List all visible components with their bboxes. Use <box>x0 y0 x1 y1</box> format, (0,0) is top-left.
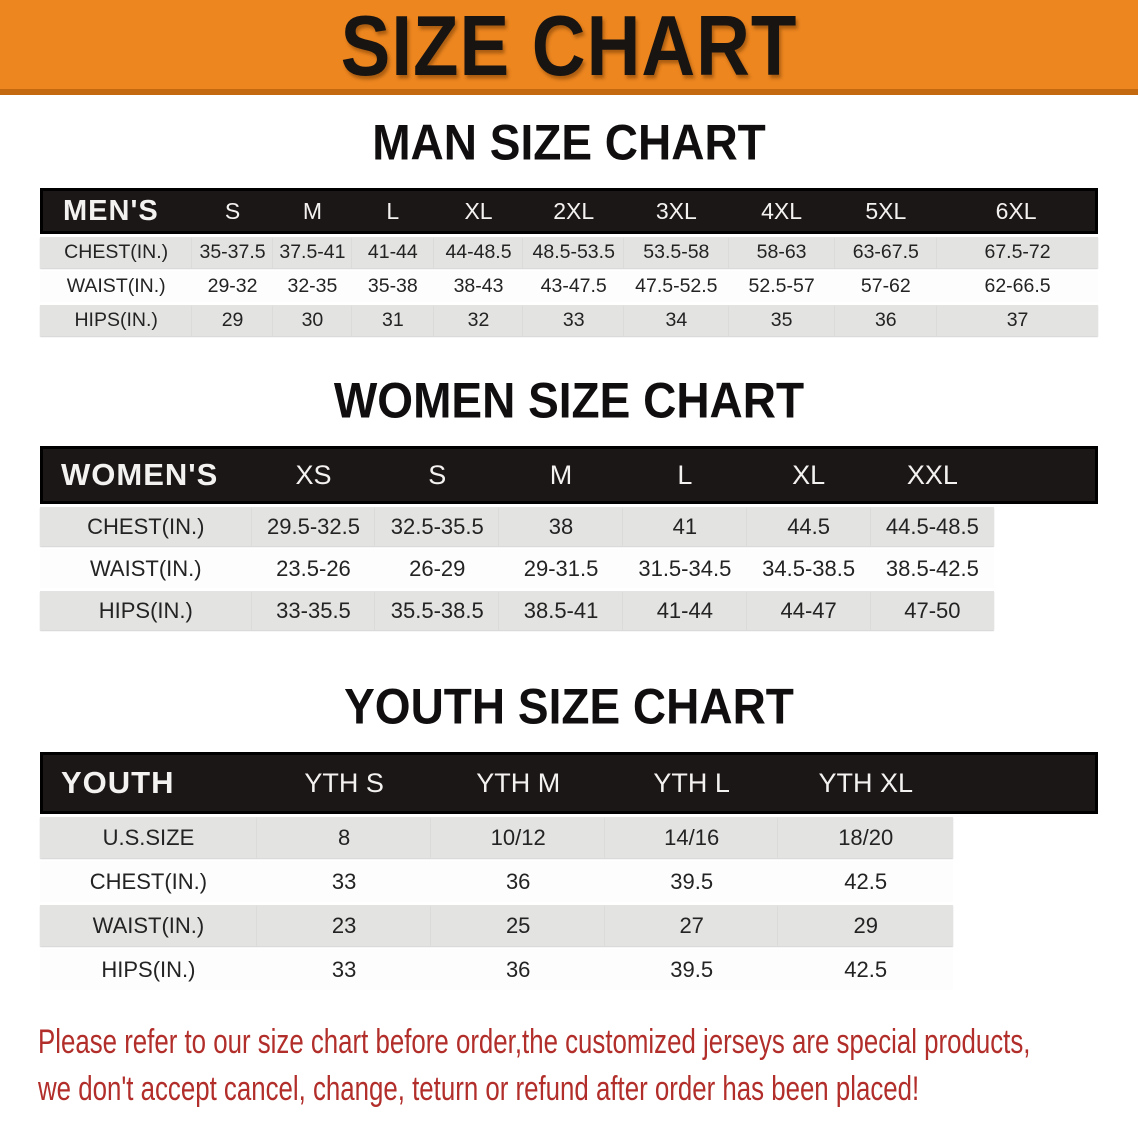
youth-size-table <box>40 749 1098 993</box>
size-chart-banner <box>0 0 1138 95</box>
size-value: 39.5 <box>605 861 779 902</box>
size-value: 52.5-57 <box>729 271 835 302</box>
size-value: 32 <box>434 305 524 336</box>
size-value: 44.5-48.5 <box>871 507 995 546</box>
size-value: 62-66.5 <box>937 271 1098 302</box>
spacer-cell <box>953 905 1098 946</box>
size-value: 47-50 <box>871 591 995 630</box>
size-column-header: 2XL <box>523 188 624 234</box>
size-value: 33-35.5 <box>252 591 376 630</box>
row-label: WAIST(IN.) <box>40 549 252 588</box>
size-value: 36 <box>431 949 605 990</box>
size-value: 34.5-38.5 <box>747 549 871 588</box>
size-column-header: YTH L <box>605 752 779 814</box>
row-label: WAIST(IN.) <box>40 271 192 302</box>
spacer-cell <box>994 549 1098 588</box>
size-column-header: M <box>273 188 352 234</box>
youth-header-row <box>40 752 1098 814</box>
size-value: 44-47 <box>747 591 871 630</box>
table-row <box>40 237 1098 268</box>
size-column-header: XXL <box>871 446 995 504</box>
size-value: 29-32 <box>192 271 272 302</box>
row-label: CHEST(IN.) <box>40 237 192 268</box>
size-value: 53.5-58 <box>624 237 729 268</box>
size-value: 44.5 <box>747 507 871 546</box>
row-label: HIPS(IN.) <box>40 949 257 990</box>
row-label: CHEST(IN.) <box>40 861 257 902</box>
size-value: 8 <box>257 817 432 858</box>
size-column-header: 5XL <box>835 188 938 234</box>
size-value: 23 <box>257 905 432 946</box>
size-value: 43-47.5 <box>523 271 624 302</box>
size-value: 41-44 <box>352 237 433 268</box>
size-value: 38 <box>499 507 623 546</box>
size-value: 32-35 <box>273 271 352 302</box>
women-header-row <box>40 446 1098 504</box>
size-value: 39.5 <box>605 949 779 990</box>
men-header-row <box>40 188 1098 234</box>
size-column-header: XL <box>434 188 524 234</box>
row-label: CHEST(IN.) <box>40 507 252 546</box>
spacer-cell <box>994 507 1098 546</box>
man-section-heading: MAN SIZE CHART <box>372 113 766 171</box>
size-column-header: 4XL <box>729 188 835 234</box>
table-title-cell: MEN'S <box>40 188 192 234</box>
table-title-cell: YOUTH <box>40 752 257 814</box>
table-row <box>40 949 1098 990</box>
row-label: WAIST(IN.) <box>40 905 257 946</box>
size-column-header: YTH M <box>431 752 605 814</box>
size-value: 67.5-72 <box>937 237 1098 268</box>
men-size-table <box>40 185 1098 339</box>
size-value: 37.5-41 <box>273 237 352 268</box>
table-row <box>40 507 1098 546</box>
size-value: 38.5-42.5 <box>871 549 995 588</box>
women-section-heading: WOMEN SIZE CHART <box>333 371 805 429</box>
banner-title: SIZE CHART <box>340 0 798 94</box>
row-label: HIPS(IN.) <box>40 591 252 630</box>
size-value: 29.5-32.5 <box>252 507 376 546</box>
row-label: U.S.SIZE <box>40 817 257 858</box>
size-value: 10/12 <box>431 817 605 858</box>
size-value: 29-31.5 <box>499 549 623 588</box>
size-value: 35-38 <box>352 271 433 302</box>
row-label: HIPS(IN.) <box>40 305 192 336</box>
size-value: 31.5-34.5 <box>623 549 747 588</box>
size-value: 18/20 <box>778 817 953 858</box>
size-value: 36 <box>835 305 938 336</box>
size-value: 58-63 <box>729 237 835 268</box>
size-value: 35-37.5 <box>192 237 272 268</box>
table-row <box>40 905 1098 946</box>
size-value: 35.5-38.5 <box>375 591 499 630</box>
size-column-header: S <box>192 188 272 234</box>
size-value: 27 <box>605 905 779 946</box>
size-column-header: S <box>375 446 499 504</box>
table-row <box>40 271 1098 302</box>
size-column-header: L <box>352 188 433 234</box>
disclaimer-line-1: Please refer to our size chart before order,the customized jerseys are special products, <box>38 1023 1031 1061</box>
table-row <box>40 861 1098 902</box>
size-value: 41 <box>623 507 747 546</box>
size-value: 37 <box>937 305 1098 336</box>
size-column-header: XL <box>747 446 871 504</box>
size-column-header: YTH S <box>257 752 432 814</box>
size-value: 32.5-35.5 <box>375 507 499 546</box>
spacer-cell <box>953 861 1098 902</box>
size-value: 42.5 <box>778 861 953 902</box>
size-value: 33 <box>257 861 432 902</box>
size-value: 25 <box>431 905 605 946</box>
youth-section-heading: YOUTH SIZE CHART <box>344 677 794 735</box>
size-value: 33 <box>257 949 432 990</box>
women-size-table <box>40 443 1098 633</box>
table-row <box>40 549 1098 588</box>
size-value: 29 <box>192 305 272 336</box>
size-column-header: YTH XL <box>778 752 953 814</box>
size-column-header: 3XL <box>624 188 729 234</box>
size-value: 38.5-41 <box>499 591 623 630</box>
disclaimer-line-2: we don't accept cancel, change, teturn or refund after order has been placed! <box>38 1069 920 1108</box>
disclaimer-note <box>38 1019 1031 1113</box>
size-value: 23.5-26 <box>252 549 376 588</box>
table-title-cell: WOMEN'S <box>40 446 252 504</box>
size-column-header: XS <box>252 446 376 504</box>
size-value: 34 <box>624 305 729 336</box>
spacer-cell <box>994 591 1098 630</box>
size-value: 44-48.5 <box>434 237 524 268</box>
table-row <box>40 591 1098 630</box>
size-value: 29 <box>778 905 953 946</box>
size-value: 57-62 <box>835 271 938 302</box>
size-column-header: M <box>499 446 623 504</box>
table-row <box>40 305 1098 336</box>
size-value: 36 <box>431 861 605 902</box>
size-value: 30 <box>273 305 352 336</box>
size-value: 41-44 <box>623 591 747 630</box>
spacer-cell <box>953 817 1098 858</box>
spacer-cell <box>953 752 1098 814</box>
size-value: 26-29 <box>375 549 499 588</box>
spacer-cell <box>994 446 1098 504</box>
size-value: 38-43 <box>434 271 524 302</box>
size-value: 63-67.5 <box>835 237 938 268</box>
size-column-header: L <box>623 446 747 504</box>
size-value: 47.5-52.5 <box>624 271 729 302</box>
spacer-cell <box>953 949 1098 990</box>
size-value: 31 <box>352 305 433 336</box>
size-column-header: 6XL <box>937 188 1098 234</box>
size-value: 48.5-53.5 <box>523 237 624 268</box>
size-value: 42.5 <box>778 949 953 990</box>
size-value: 33 <box>523 305 624 336</box>
size-value: 14/16 <box>605 817 779 858</box>
table-row <box>40 817 1098 858</box>
size-value: 35 <box>729 305 835 336</box>
